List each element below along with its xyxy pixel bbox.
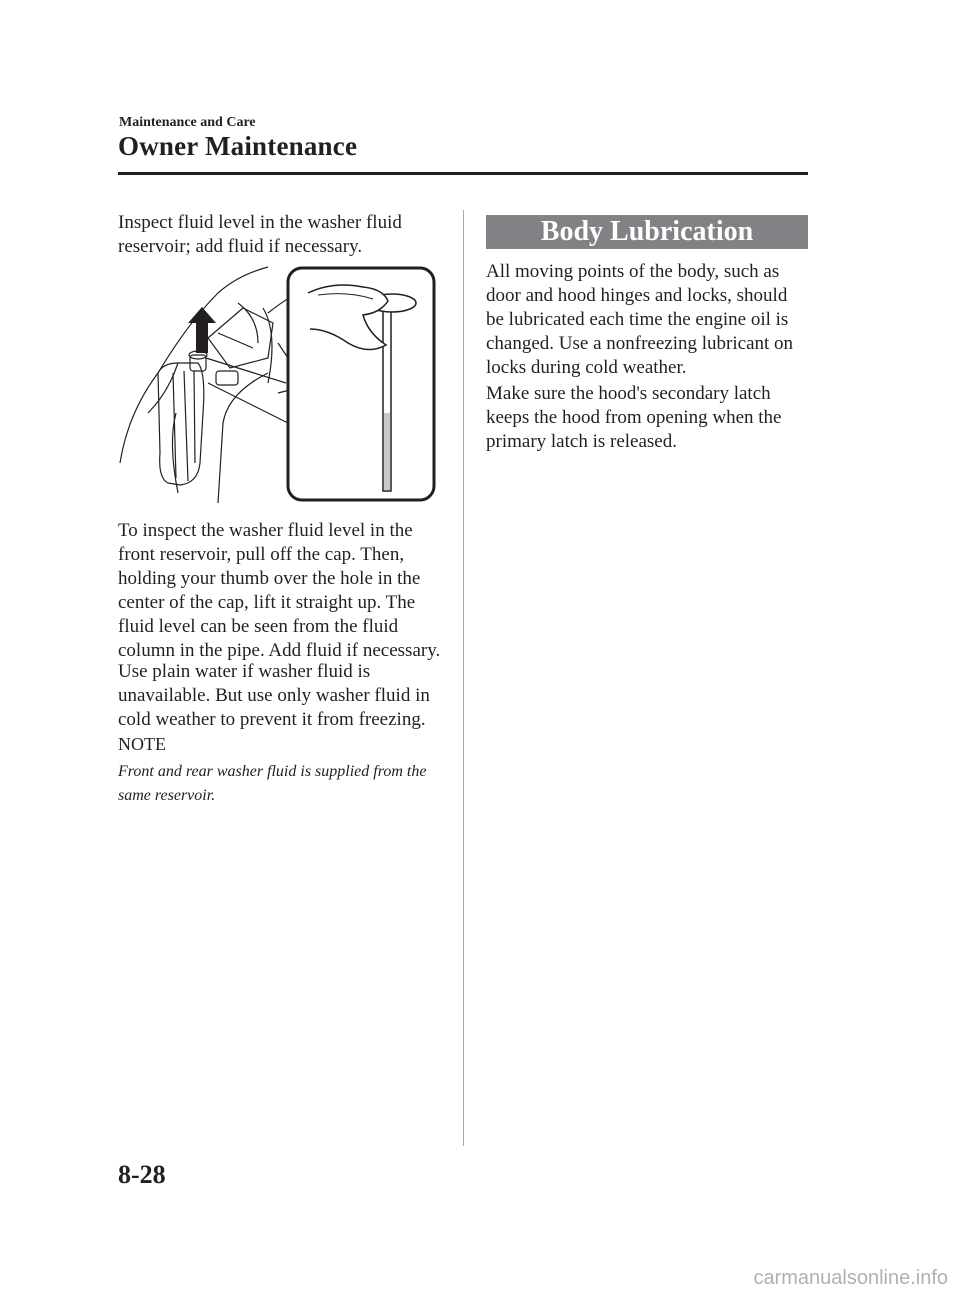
page-title: Owner Maintenance	[118, 131, 358, 161]
column-divider	[463, 210, 464, 1146]
header-rule	[118, 172, 808, 175]
latch-paragraph: Make sure the hood's secondary latch keeps the hood from opening when the primary latch is released.	[486, 383, 782, 452]
page-number: 8-28	[118, 1160, 166, 1189]
intro-paragraph: Inspect fluid level in the washer fluid reservoir; add fluid if necessary.	[118, 212, 402, 257]
note-label: NOTE	[118, 734, 166, 754]
note-text: Front and rear washer fluid is supplied from the same reservoir.	[118, 763, 427, 804]
watermark: carmanualsonline.info	[753, 1267, 948, 1289]
section-label: Maintenance and Care	[119, 115, 256, 130]
section-heading: Body Lubrication	[486, 215, 808, 249]
inspect-paragraph: To inspect the washer fluid level in the front reservoir, pull off the cap. Then, holding your thumb over the hole in the center of the cap, lift it straight up. The fluid level can be seen from the fluid column in the pipe. Add fluid if necessary.	[118, 520, 441, 661]
plain-water-paragraph: Use plain water if washer fluid is unavailable. But use only washer fluid in cold weather to prevent it from freezing.	[118, 661, 430, 730]
lubrication-paragraph: All moving points of the body, such as door and hood hinges and locks, should be lubricated each time the engine oil is changed. Use a nonfreezing lubricant on locks during cold weather.	[486, 261, 794, 378]
washer-reservoir-illustration	[118, 263, 438, 505]
